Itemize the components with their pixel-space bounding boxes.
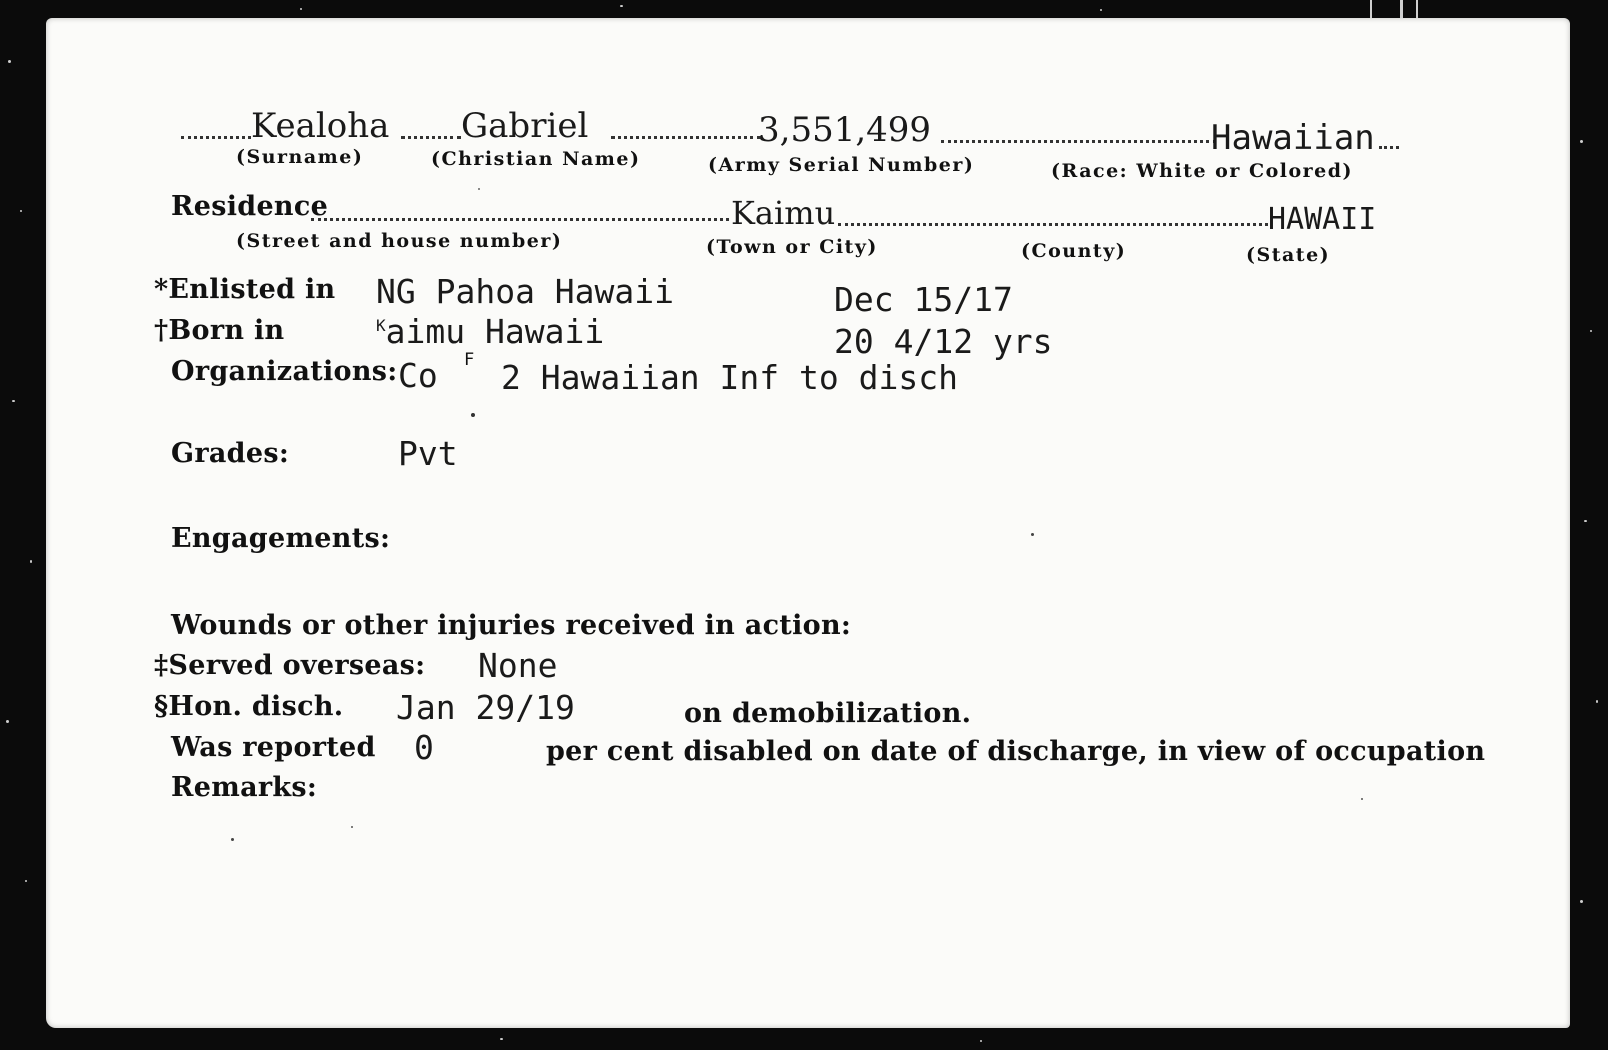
born-place [376,312,604,351]
service-record-card [46,18,1570,1028]
discharge-date: Jan 29/19 [396,688,575,727]
state-value: HAWAII [1268,202,1377,237]
disabled-suffix: per cent disabled on date of discharge, in view of occupation [546,736,1486,767]
surname-value: Kealoha [251,106,390,146]
race-label: (Race: White or Colored) [1051,160,1354,182]
serial-number-value: 3,551,499 [758,110,932,150]
serial-number-label: (Army Serial Number) [708,154,975,176]
organizations-label: Organizations: [171,356,398,387]
organizations-company-mark: F [464,350,475,370]
state-sublabel: (State) [1246,244,1331,266]
town-value: Kaimu [731,194,836,232]
dotted-line [838,223,1268,226]
dotted-line [941,140,1216,143]
dotted-line [181,136,251,139]
town-sublabel: (Town or City) [706,236,878,258]
christian-name-label: (Christian Name) [431,148,641,170]
dotted-line [1379,146,1399,149]
served-overseas-value: None [478,646,558,685]
enlisted-label: *Enlisted in [154,274,336,305]
dotted-line [611,136,761,139]
served-overseas-label: ‡Served overseas: [154,650,426,681]
enlisted-place: NG Pahoa Hawaii [376,272,675,311]
engagements-label: Engagements: [171,523,391,554]
street-sublabel: (Street and house number) [236,230,563,252]
born-correction-mark: K [376,316,386,335]
born-age: 20 4/12 yrs [834,322,1053,361]
born-label: †Born in [154,315,285,346]
grades-label: Grades: [171,438,290,469]
race-value: Hawaiian [1211,118,1375,158]
wounds-label: Wounds or other injuries received in action: [171,610,852,641]
discharge-label: §Hon. disch. [154,691,344,722]
reported-label: Was reported [171,732,376,763]
christian-name-value: Gabriel [461,106,589,146]
remarks-label: Remarks: [171,772,318,803]
residence-label: Residence [171,191,329,222]
organizations-value: 2 Hawaiian Inf to disch [501,358,958,397]
grades-value: Pvt [398,434,458,473]
dotted-line [311,218,729,221]
surname-label: (Surname) [236,146,364,168]
county-sublabel: (County) [1021,240,1127,262]
discharge-suffix: on demobilization. [684,698,972,729]
dotted-line [401,136,461,139]
enlisted-date: Dec 15/17 [834,280,1013,319]
born-place-text: aimu Hawaii [385,312,605,351]
organizations-prefix: Co [398,356,438,395]
disabled-percent-value: 0 [414,728,434,767]
